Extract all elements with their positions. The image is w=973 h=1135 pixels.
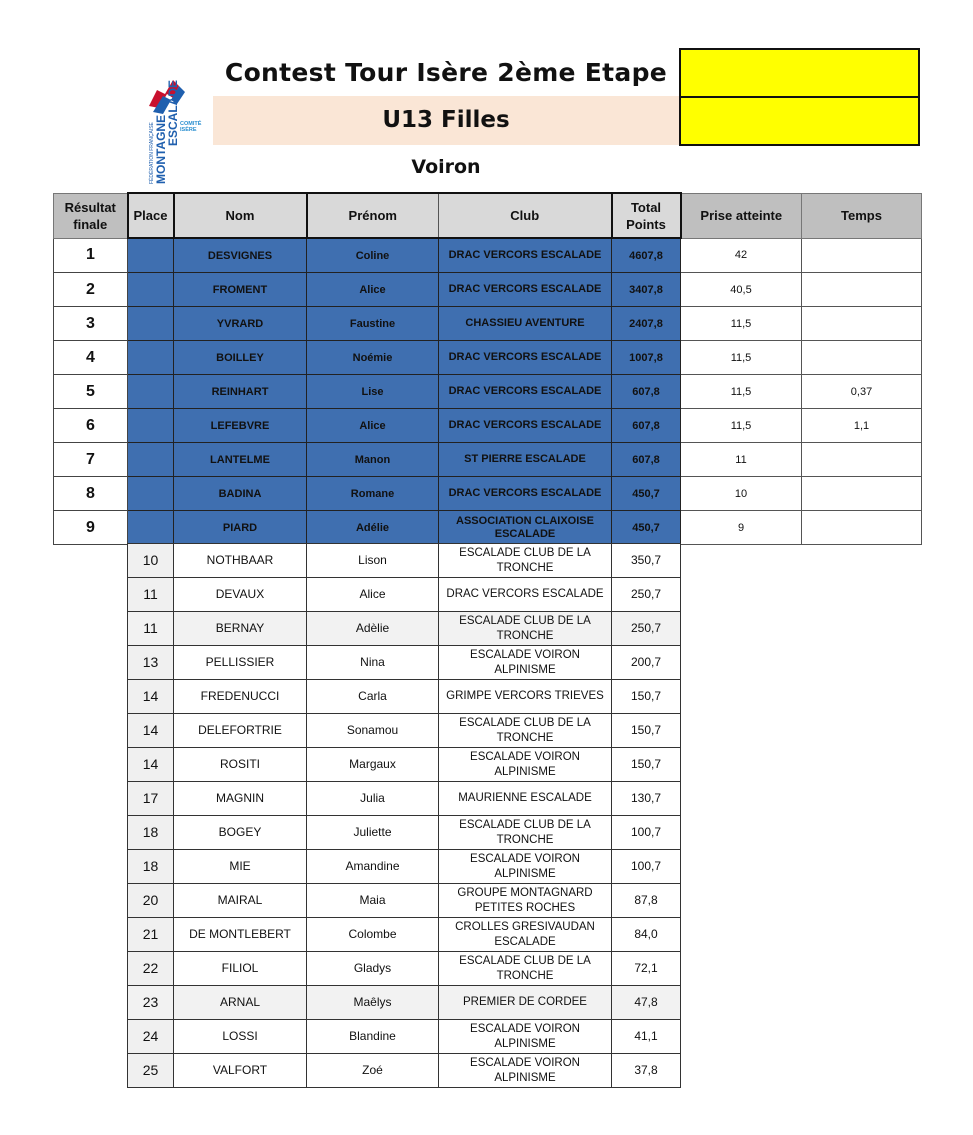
- header-prise-atteinte: Prise atteinte: [681, 193, 802, 238]
- prise-atteinte-cell: 42: [681, 238, 802, 273]
- total-points-cell: 607,8: [612, 375, 681, 409]
- place-cell: 20: [128, 884, 174, 918]
- nom-cell: FROMENT: [174, 273, 307, 307]
- competitor-row: [128, 646, 681, 680]
- club-cell: ESCALADE VOIRON ALPINISME: [439, 1020, 612, 1054]
- place-cell: [128, 238, 174, 273]
- resultat-finale-cell: 1: [54, 238, 128, 273]
- nom-cell: ROSITI: [174, 748, 307, 782]
- header-nom: Nom: [174, 193, 307, 238]
- prenom-cell: Alice: [307, 273, 439, 307]
- yellow-box-1: [679, 48, 920, 98]
- club-cell: DRAC VERCORS ESCALADE: [439, 477, 612, 511]
- nom-cell: DESVIGNES: [174, 238, 307, 273]
- prenom-cell: Alice: [307, 409, 439, 443]
- nom-cell: NOTHBAAR: [174, 544, 307, 578]
- place-cell: [128, 409, 174, 443]
- finalist-row: [54, 477, 922, 511]
- club-cell: DRAC VERCORS ESCALADE: [439, 578, 612, 612]
- header-club: Club: [439, 193, 612, 238]
- category-title: U13 Filles: [213, 96, 679, 145]
- place-cell: 13: [128, 646, 174, 680]
- header-total-points: Total Points: [612, 193, 681, 238]
- nom-cell: BOGEY: [174, 816, 307, 850]
- total-points-cell: 4607,8: [612, 238, 681, 273]
- header-resultat-finale: Résultat finale: [54, 193, 128, 238]
- resultat-finale-cell: 6: [54, 409, 128, 443]
- club-cell: DRAC VERCORS ESCALADE: [439, 341, 612, 375]
- prenom-cell: Amandine: [307, 850, 439, 884]
- resultat-finale-cell: 8: [54, 477, 128, 511]
- place-cell: 17: [128, 782, 174, 816]
- table-header-row: [54, 193, 922, 238]
- competitor-row: [128, 782, 681, 816]
- competitor-row: [128, 714, 681, 748]
- prenom-cell: Lise: [307, 375, 439, 409]
- nom-cell: MAGNIN: [174, 782, 307, 816]
- total-points-cell: 100,7: [612, 816, 681, 850]
- nom-cell: BERNAY: [174, 612, 307, 646]
- logo-federation-text: FÉDÉRATION FRANÇAISE: [149, 122, 155, 184]
- temps-cell: [802, 443, 922, 477]
- club-cell: DRAC VERCORS ESCALADE: [439, 238, 612, 273]
- total-points-cell: 250,7: [612, 612, 681, 646]
- resultat-finale-cell: 2: [54, 273, 128, 307]
- nom-cell: LEFEBVRE: [174, 409, 307, 443]
- prise-atteinte-cell: 11,5: [681, 409, 802, 443]
- total-points-cell: 150,7: [612, 680, 681, 714]
- club-cell: ESCALADE CLUB DE LA TRONCHE: [439, 952, 612, 986]
- place-cell: [128, 341, 174, 375]
- place-cell: 18: [128, 816, 174, 850]
- place-cell: 11: [128, 578, 174, 612]
- club-cell: ESCALADE VOIRON ALPINISME: [439, 748, 612, 782]
- header-temps: Temps: [802, 193, 922, 238]
- temps-cell: [802, 238, 922, 273]
- prenom-cell: Nina: [307, 646, 439, 680]
- temps-cell: [802, 273, 922, 307]
- competitor-row: [128, 986, 681, 1020]
- finalist-row: [54, 375, 922, 409]
- total-points-cell: 450,7: [612, 477, 681, 511]
- logo-montagne-text: MONTAGNE: [154, 114, 168, 184]
- nom-cell: LANTELME: [174, 443, 307, 477]
- prenom-cell: Alice: [307, 578, 439, 612]
- club-cell: DRAC VERCORS ESCALADE: [439, 409, 612, 443]
- prise-atteinte-cell: 40,5: [681, 273, 802, 307]
- nom-cell: YVRARD: [174, 307, 307, 341]
- prenom-cell: Carla: [307, 680, 439, 714]
- club-cell: PREMIER DE CORDEE: [439, 986, 612, 1020]
- total-points-cell: 130,7: [612, 782, 681, 816]
- resultat-finale-cell: 9: [54, 511, 128, 545]
- temps-cell: [802, 307, 922, 341]
- total-points-cell: 72,1: [612, 952, 681, 986]
- prise-atteinte-cell: 9: [681, 511, 802, 545]
- club-cell: ESCALADE CLUB DE LA TRONCHE: [439, 544, 612, 578]
- nom-cell: MIE: [174, 850, 307, 884]
- prenom-cell: Colombe: [307, 918, 439, 952]
- finalist-row: [54, 341, 922, 375]
- nom-cell: BOILLEY: [174, 341, 307, 375]
- place-cell: [128, 443, 174, 477]
- club-cell: ESCALADE CLUB DE LA TRONCHE: [439, 714, 612, 748]
- prenom-cell: Juliette: [307, 816, 439, 850]
- place-cell: 21: [128, 918, 174, 952]
- competitor-row: [128, 544, 681, 578]
- logo-isere-text: ISÈRE: [180, 127, 197, 133]
- nom-cell: FILIOL: [174, 952, 307, 986]
- club-cell: ESCALADE VOIRON ALPINISME: [439, 1054, 612, 1088]
- resultat-finale-cell: 3: [54, 307, 128, 341]
- club-cell: ESCALADE VOIRON ALPINISME: [439, 646, 612, 680]
- club-cell: CROLLES GRESIVAUDAN ESCALADE: [439, 918, 612, 952]
- place-cell: 23: [128, 986, 174, 1020]
- temps-cell: [802, 511, 922, 545]
- prise-atteinte-cell: 11: [681, 443, 802, 477]
- club-cell: ASSOCIATION CLAIXOISE ESCALADE: [439, 511, 612, 545]
- club-cell: ESCALADE CLUB DE LA TRONCHE: [439, 816, 612, 850]
- nom-cell: LOSSI: [174, 1020, 307, 1054]
- prenom-cell: Adélie: [307, 511, 439, 545]
- total-points-cell: 87,8: [612, 884, 681, 918]
- prenom-cell: Coline: [307, 238, 439, 273]
- total-points-cell: 37,8: [612, 1054, 681, 1088]
- competitor-row: [128, 918, 681, 952]
- nom-cell: FREDENUCCI: [174, 680, 307, 714]
- total-points-cell: 1007,8: [612, 341, 681, 375]
- total-points-cell: 450,7: [612, 511, 681, 545]
- place-cell: 22: [128, 952, 174, 986]
- logo-comite-text: COMITÉ: [180, 121, 202, 127]
- finalist-row: [54, 238, 922, 273]
- nom-cell: PIARD: [174, 511, 307, 545]
- prenom-cell: Maêlys: [307, 986, 439, 1020]
- event-location: Voiron: [411, 156, 481, 178]
- competitor-row: [128, 1020, 681, 1054]
- logo-escalade-text: ESCALADE: [166, 79, 180, 146]
- header-prenom: Prénom: [307, 193, 439, 238]
- total-points-cell: 607,8: [612, 443, 681, 477]
- prenom-cell: Romane: [307, 477, 439, 511]
- prenom-cell: Sonamou: [307, 714, 439, 748]
- prenom-cell: Faustine: [307, 307, 439, 341]
- prenom-cell: Lison: [307, 544, 439, 578]
- header-place: Place: [128, 193, 174, 238]
- finalist-row: [54, 409, 922, 443]
- nom-cell: REINHART: [174, 375, 307, 409]
- nom-cell: BADINA: [174, 477, 307, 511]
- competitor-row: [128, 884, 681, 918]
- prise-atteinte-cell: 10: [681, 477, 802, 511]
- total-points-cell: 607,8: [612, 409, 681, 443]
- prenom-cell: Margaux: [307, 748, 439, 782]
- total-points-cell: 84,0: [612, 918, 681, 952]
- total-points-cell: 250,7: [612, 578, 681, 612]
- event-title: Contest Tour Isère 2ème Etape: [224, 58, 668, 87]
- competitor-row: [128, 850, 681, 884]
- prenom-cell: Zoé: [307, 1054, 439, 1088]
- prise-atteinte-cell: 11,5: [681, 341, 802, 375]
- prise-atteinte-cell: 11,5: [681, 375, 802, 409]
- place-cell: 25: [128, 1054, 174, 1088]
- place-cell: [128, 273, 174, 307]
- nom-cell: MAIRAL: [174, 884, 307, 918]
- competitor-row: [128, 1054, 681, 1088]
- total-points-cell: 350,7: [612, 544, 681, 578]
- nom-cell: VALFORT: [174, 1054, 307, 1088]
- total-points-cell: 150,7: [612, 714, 681, 748]
- club-cell: ESCALADE VOIRON ALPINISME: [439, 850, 612, 884]
- finalist-row: [54, 511, 922, 545]
- place-cell: 14: [128, 680, 174, 714]
- nom-cell: DE MONTLEBERT: [174, 918, 307, 952]
- nom-cell: DELEFORTRIE: [174, 714, 307, 748]
- place-cell: 14: [128, 714, 174, 748]
- nom-cell: PELLISSIER: [174, 646, 307, 680]
- competitor-row: [128, 578, 681, 612]
- prenom-cell: Blandine: [307, 1020, 439, 1054]
- total-points-cell: 150,7: [612, 748, 681, 782]
- nom-cell: ARNAL: [174, 986, 307, 1020]
- place-cell: 24: [128, 1020, 174, 1054]
- club-cell: ESCALADE CLUB DE LA TRONCHE: [439, 612, 612, 646]
- place-cell: 11: [128, 612, 174, 646]
- temps-cell: 0,37: [802, 375, 922, 409]
- club-cell: DRAC VERCORS ESCALADE: [439, 273, 612, 307]
- prenom-cell: Gladys: [307, 952, 439, 986]
- prenom-cell: Manon: [307, 443, 439, 477]
- place-cell: 14: [128, 748, 174, 782]
- place-cell: 10: [128, 544, 174, 578]
- total-points-cell: 47,8: [612, 986, 681, 1020]
- prenom-cell: Adèlie: [307, 612, 439, 646]
- yellow-box-2: [679, 96, 920, 146]
- competitor-row: [128, 816, 681, 850]
- competitor-row: [128, 952, 681, 986]
- club-cell: DRAC VERCORS ESCALADE: [439, 375, 612, 409]
- total-points-cell: 200,7: [612, 646, 681, 680]
- place-cell: [128, 375, 174, 409]
- competitor-row: [128, 680, 681, 714]
- temps-cell: [802, 341, 922, 375]
- prenom-cell: Noémie: [307, 341, 439, 375]
- resultat-finale-cell: 7: [54, 443, 128, 477]
- nom-cell: DEVAUX: [174, 578, 307, 612]
- prise-atteinte-cell: 11,5: [681, 307, 802, 341]
- club-cell: MAURIENNE ESCALADE: [439, 782, 612, 816]
- place-cell: [128, 307, 174, 341]
- club-cell: GROUPE MONTAGNARD PETITES ROCHES: [439, 884, 612, 918]
- club-cell: ST PIERRE ESCALADE: [439, 443, 612, 477]
- prenom-cell: Maia: [307, 884, 439, 918]
- finalist-row: [54, 307, 922, 341]
- place-cell: [128, 477, 174, 511]
- temps-cell: [802, 477, 922, 511]
- others-table: [127, 543, 681, 1088]
- total-points-cell: 41,1: [612, 1020, 681, 1054]
- ffme-logo: [143, 46, 213, 186]
- resultat-finale-cell: 4: [54, 341, 128, 375]
- competitor-row: [128, 612, 681, 646]
- finalist-row: [54, 273, 922, 307]
- total-points-cell: 100,7: [612, 850, 681, 884]
- club-cell: CHASSIEU AVENTURE: [439, 307, 612, 341]
- temps-cell: 1,1: [802, 409, 922, 443]
- place-cell: 18: [128, 850, 174, 884]
- place-cell: [128, 511, 174, 545]
- total-points-cell: 2407,8: [612, 307, 681, 341]
- competitor-row: [128, 748, 681, 782]
- club-cell: GRIMPE VERCORS TRIEVES: [439, 680, 612, 714]
- total-points-cell: 3407,8: [612, 273, 681, 307]
- finalist-row: [54, 443, 922, 477]
- resultat-finale-cell: 5: [54, 375, 128, 409]
- finalists-table: [53, 192, 922, 545]
- prenom-cell: Julia: [307, 782, 439, 816]
